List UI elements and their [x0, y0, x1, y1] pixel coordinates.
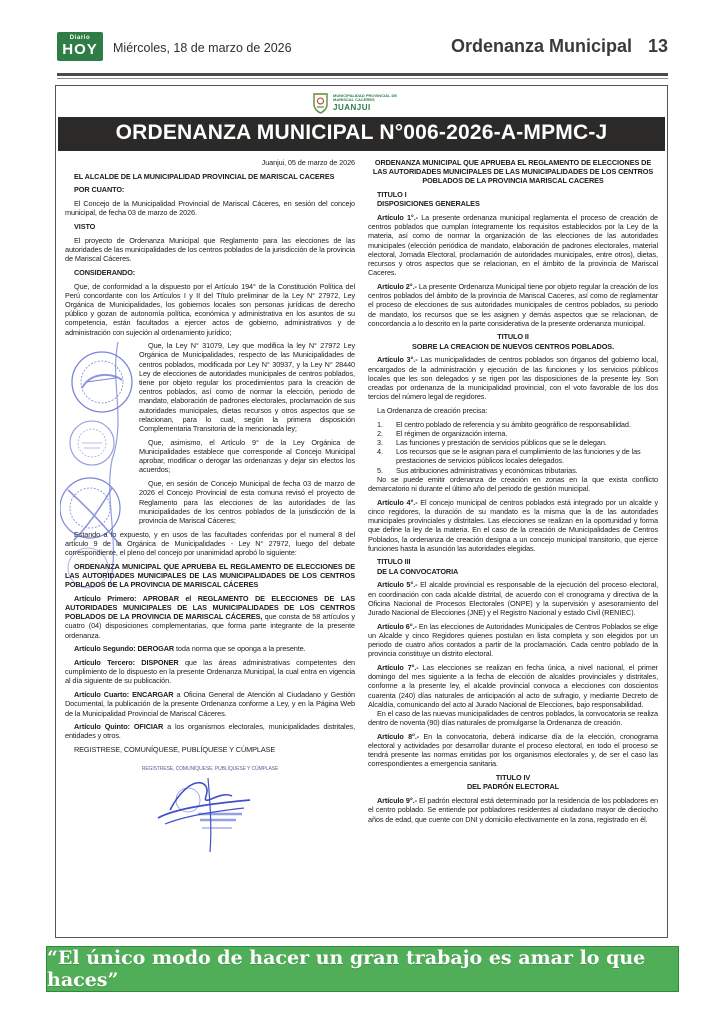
logo-top-label: Diario: [69, 35, 91, 41]
paragraph: DEL PADRÓN ELECTORAL: [466, 782, 560, 792]
paragraph: Artículo 6°.- En las elecciones de Autoridades Municipales de Centros Poblados se elige un Alcalde y cinco Regidores quienes postulan en lista completa y son elegidos por un periodo de cuatro años contados a partir de la proclamación. Cada centro poblado de la provincia constituye un distrito electoral.: [368, 621, 658, 659]
paragraph: El Concejo de la Municipalidad Provincial de Mariscal Cáceres, en sesión del concejo municipal, de fecha 03 de marzo de 2026.: [65, 199, 355, 218]
paragraph: Artículo 5°.- El alcalde provincial es responsable de la ejecución del proceso electoral, en coordinación con cada alcalde distrital, de acuerdo con el cronograma y directiva de la Oficina Nacional de Procesos Electorales (ONPE) y la supervisión y asesoramiento del Jurado Nacional de Elecciones (JNE) y el Registro Nacional y estado Civil (RENIEC).: [368, 580, 659, 617]
paragraph: 4. Los recursos que se le asignan para el cumplimiento de las funciones y de las prestaciones de servicios públicos locales delegados.: [377, 447, 641, 466]
paragraph: TITULO IV: [495, 773, 531, 783]
edition-date: Miércoles, 18 de marzo de 2026: [113, 41, 292, 55]
footer-quote-banner: [46, 946, 679, 992]
paragraph: Estando a lo expuesto, y en usos de las facultades conferidas por el numeral 8 del artículo 9 de la Orgánica de Municipalidades - Ley N° 27972, luego del debate correspondiente, el pleno del concejo por unanimidad aprobó lo siguiente:: [65, 529, 355, 558]
left-column: [65, 158, 355, 854]
paragraph: ORDENANZA MUNICIPAL QUE APRUEBA EL REGLAMENTO DE ELECCIONES DE LAS AUTORIDADES MUNICIPALES DE LAS MUNICIPALIDADES DE LOS CENTROS POBLADOS DE LA PROVINCIA MARISCAL CACERES: [372, 158, 654, 186]
paragraph: Artículo Tercero: DISPONER que las áreas administrativas competentes den cumplimiento de lo dispuesto en la presente Ordenanza Municipal, la cual entra en vigencia al día siguiente de su publicación.: [65, 658, 355, 686]
paragraph: El proyecto de Ordenanza Municipal que Reglamento para las elecciones de las autoridades de las municipalidades de los centros poblados de la jurisdicción de la provincia de Mariscal Cáceres.: [65, 235, 355, 264]
paragraph: Artículo Quinto: OFICIAR a los organismos electorales, municipalidades distritales, entidades y otros.: [65, 722, 355, 741]
header-rule-thick: [57, 73, 668, 76]
signature-block: [65, 762, 355, 854]
paragraph: Artículo 7°.- Las elecciones se realizan en fecha única, a nivel nacional, el primer domingo del mes siguiente a la fecha de elección de alcaldes provinciales y distritales, conforme a la presente ley, el alcalde provincial convoca a elecciones con doscientos cuarenta (240) días naturales de anticipación al acto de sufragio, y mediante Decreto de Alcaldía, comunicando del acto al Jurado Nacional de Elecciones, bajo responsabilidad.: [368, 662, 658, 709]
header-rule-thin: [57, 78, 668, 79]
document-columns: [56, 151, 667, 854]
paragraph: 2. El régimen de organización interna.: [377, 428, 508, 438]
paragraph: En el caso de las nuevas municipalidades de centros poblados, la convocatoria se realiza dentro de noventa (90) días naturales de promulgarse la Ordenanza de creación.: [368, 708, 658, 728]
paragraph: POR CUANTO:: [74, 185, 125, 195]
paragraph: Artículo 4°.- El concejo municipal de centros poblados está integrado por un alcalde y cinco regidores, la duración de su mandato es la misma que la de las autoridades municipales provinciales y distritales. Las elecciones se realizan en la oportunidad y forma que define la ley de la materia. En el caso de la creación de Municipalidades de Centros Poblados, la ordenanza de creación designa a un concejo municipal transitorio, que ejerce funciones hasta la asunción las autoridades elegidas.: [368, 497, 659, 553]
paragraph: No se puede emitir ordenanza de creación en zonas en la que exista conflicto demarcatorio ni durante el último año del periodo de gestión municipal.: [368, 474, 658, 493]
paragraph: La Ordenanza de creación precisa:: [377, 405, 488, 415]
paragraph: REGISTRESE, COMUNÍQUESE, PUBLÍQUESE Y CÚMPLASE: [74, 745, 276, 755]
paragraph: Artículo Primero: APROBAR el REGLAMENTO DE ELECCIONES DE LAS AUTORIDADES MUNICIPALES DE LAS MUNICIPALIDADES DE LOS CENTROS POBLADOS DE LA PROVINCIA DE MARISCAL CÁCERES, que consta de 58 artículos y cuatro (04) disposiciones complementarias, que forma parte integrante de la presente ordenanza.: [65, 593, 355, 640]
footer-quote: “El único modo de hacer un gran trabajo es amar lo que haces”: [47, 947, 646, 991]
municipal-crest: [56, 86, 667, 117]
paragraph: Juanjui, 05 de marzo de 2026: [261, 158, 355, 167]
paragraph: CONSIDERANDO:: [74, 267, 136, 277]
section-header: [451, 36, 668, 57]
signature-caption: REGISTRESE, COMUNÍQUESE, PUBLÍQUESE Y CÚMPLASE: [141, 766, 279, 773]
ordinance-document: [55, 85, 668, 938]
paragraph: SOBRE LA CREACION DE NUEVOS CENTROS POBLADOS.: [412, 341, 614, 351]
page-number: 13: [647, 36, 668, 56]
paragraph: Artículo Cuarto: ENCARGAR a Oficina General de Atención al Ciudadano y Gestión Documental, la publicación de la presente Ordenanza conforme a Ley, y en la Página Web de la Municipalidad Provincial de Mariscal Cáceres.: [65, 690, 355, 718]
paragraph: TITULO III: [377, 557, 411, 567]
paragraph: DISPOSICIONES GENERALES: [377, 199, 480, 209]
paragraph: ORDENANZA MUNICIPAL QUE APRUEBA EL REGLAMENTO DE ELECCIONES DE LAS AUTORIDADES MUNICIPALES DE LAS MUNICIPALIDADES DE LOS CENTROS POBLADOS DE LA PROVINCIA DE MARISCAL CÁCERES: [65, 561, 355, 590]
masthead: [57, 28, 668, 70]
signature-icon: [110, 762, 310, 854]
diario-hoy-logo: [57, 32, 103, 61]
left-paragraph-list: [65, 158, 355, 754]
paragraph: Artículo Segundo: DEROGAR toda norma que se oponga a la presente.: [74, 644, 306, 654]
right-column: [368, 158, 658, 854]
paragraph: Que, en sesión de Concejo Municipal de fecha 03 de marzo de 2026 el Concejo Provincial de esta comuna revisó el proyecto de Reglamento para las elecciones de las autoridades de las municipalidades de los centros poblados de la jurisdicción de la provincia de Mariscal Cáceres;: [139, 479, 355, 525]
paragraph: 3. Las funciones y prestación de servicios públicos que se le delegan.: [377, 437, 607, 447]
paragraph: 5. Sus atribuciones administrativas y económicas tributarias.: [377, 465, 578, 475]
paragraph: Artículo 8°.- En la convocatoria, deberá indicarse día de la elección, cronograma electoral y actividades por desarrollar durante el proceso electoral, en todo el proceso se tendrá presente las normas emitidas por los organismos electorales y, de ser el caso las correspondientes a emergencia sanitaria.: [368, 731, 658, 769]
paragraph: VISTO: [74, 222, 96, 232]
paragraph: Artículo 2°.- La presente Ordenanza Municipal tiene por objeto regular la creación de los centros poblados del ámbito de la provincia de Mariscal Caceres, así como de reglamentar el proceso de elecciones de sus autoridades municipales de centros poblados, su periodo de mandato, los recursos que se les asignen y demás aspectos que se relacionan, de concordancia a lo descrito en la parte considerativa de la presente ordenanza municipal.: [368, 281, 658, 328]
paragraph: TITULO I: [377, 190, 407, 200]
paragraph: Artículo 3°.- Las municipalidades de centros poblados son órganos del gobierno local, encargados de la administración y ejecución de las funciones y los servicios públicos locales que les son delegados y se rigen por las disposiciones de la presente ley. Son creadas por ordenanza de la municipalidad provincial, con el voto favorable de los dos tercios del número legal de regidores.: [368, 355, 658, 402]
logo-main-label: HOY: [62, 41, 98, 58]
paragraph: Que, asimismo, el Artículo 9° de la Ley Orgánica de Municipalidades establece que corresponde al Concejo Municipal aprobar, modificar o derogar las ordenanzas y dejar sin efectos los acuerdos;: [139, 437, 355, 475]
paragraph: Que, la Ley N° 31079, Ley que modifica la ley N° 27972 Ley Orgánica de Municipalidades, respecto de las Municipalidades de centros poblados, modificada por Ley N° 30937, y la Ley N° 28440 Ley de elecciones de autoridades municipales de centros poblados, tiene por objeto regular los procedimientos para la creación de centros poblados, así como de normar la elección, periodo de mandato, elaboración de padrones electorales, proclamación de sus autoridades municipales, dietas recursos y otros aspectos que se relacionan, para lo cual, según la primera disposición Complementaria Transitoria de la mencionada ley;: [139, 341, 355, 434]
paragraph: DE LA CONVOCATORIA: [377, 566, 459, 576]
crest-org-name: MUNICIPALIDAD PROVINCIAL DE MARISCAL CACERES: [333, 92, 398, 102]
crest-shield-icon: [312, 92, 329, 114]
crest-text: [333, 94, 411, 112]
right-paragraph-list: [368, 158, 658, 824]
paragraph: TITULO II: [497, 332, 529, 342]
paragraph: Artículo 9°.- El padrón electoral está determinado por la residencia de los pobladores en el centro poblado. Se entiende por pobladores residentes al ciudadano mayor de dieciocho años de edad, que cuente con DNI y domicilio efectivamente en la zona, registrado en él.: [368, 796, 658, 824]
section-title: Ordenanza Municipal: [450, 36, 632, 56]
ordinance-title-bar: ORDENANZA MUNICIPAL N°006-2026-A-MPMC-J: [58, 117, 665, 151]
paragraph: Que, de conformidad a la dispuesto por el Artículo 194° de la Constitución Política del Perú concordante con los Artículos I y II del Título preliminar de la Ley N° 27972, Ley Orgánica de Municipalidades, los gobiernos locales son personas jurídicas de derecho público y gozan de autonomía política, económica y administrativa en los asuntos de su competencia, están facultados a ejercer actos de gobierno, administrativos y de administración con sujeción al ordenamiento jurídico;: [65, 281, 355, 337]
crest-city-name: JUANJUI: [333, 102, 371, 112]
paragraph: EL ALCALDE DE LA MUNICIPALIDAD PROVINCIAL DE MARISCAL CACERES: [74, 171, 335, 181]
paragraph: Artículo 1°.- La presente ordenanza municipal reglamenta el proceso de creación de centros poblados que cumplan íntegramente los requisitos establecidos por la Ley de la materia, así como de normar la organización de las elecciones de las autoridades municipales (elección periódica de mandato, elaboración de padrones electorales, material electoral, Jornada Electoral, proclamación de autoridades municipales, entre otros), dietas, recursos y otros aspectos que se relacionan, en el ámbito de la provincia de Mariscal Caceres.: [368, 213, 658, 278]
paragraph: 1. El centro poblado de referencia y su ámbito geográfico de responsabilidad.: [377, 419, 631, 429]
